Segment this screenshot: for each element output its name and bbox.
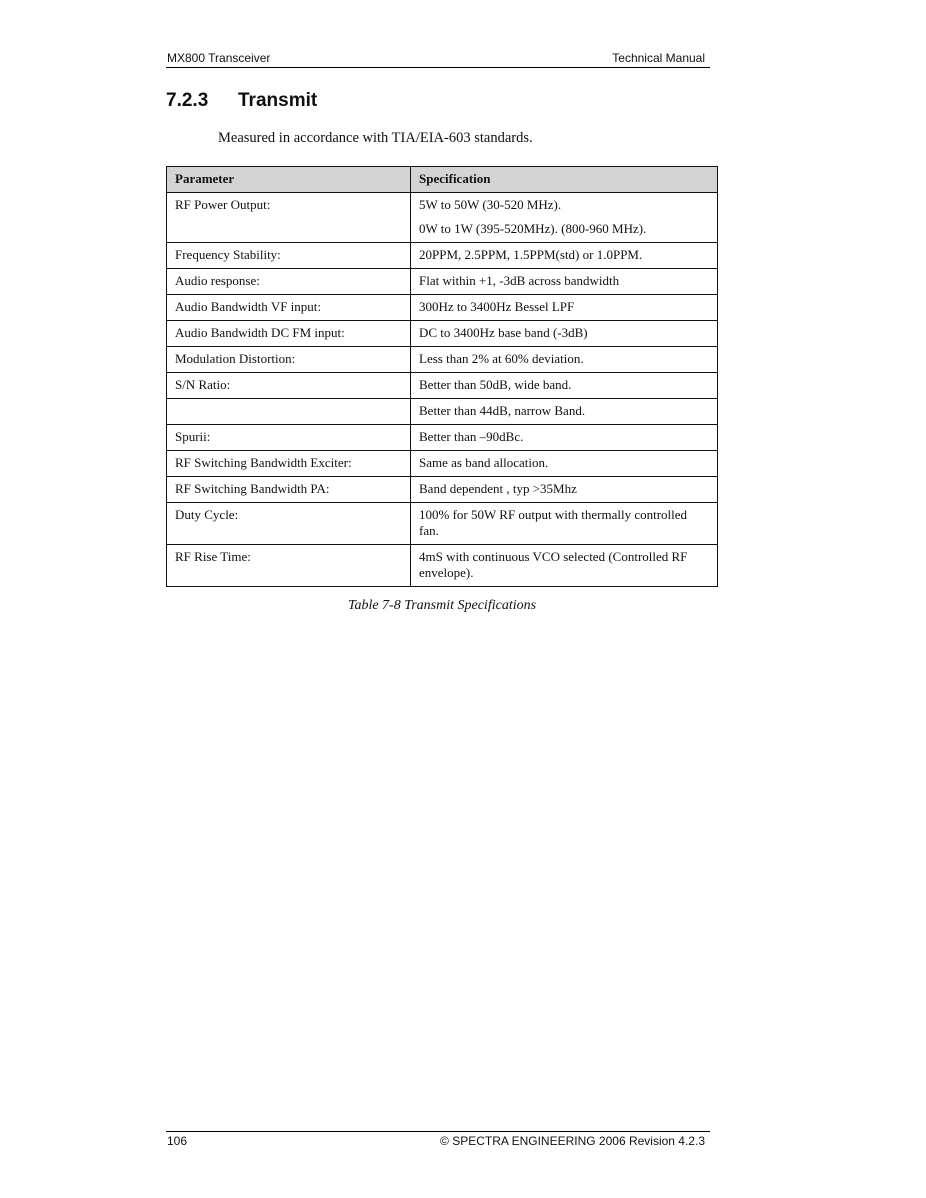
specification-cell [411,321,718,347]
specification-line: Flat within +1, -3dB across bandwidth [419,273,620,288]
parameter-cell: RF Switching Bandwidth Exciter: [167,451,411,477]
specification-line: 5W to 50W (30-520 MHz). [419,197,562,212]
specification-cell [411,269,718,295]
header-document-title: MX800 Transceiver [167,51,271,65]
specification-line: 100% for 50W RF output with thermally controlled fan. [419,507,688,538]
specification-cell [411,193,718,243]
table-row [167,347,718,373]
section-heading [166,90,317,112]
parameter-cell: RF Power Output: [167,193,411,243]
table-row [167,295,718,321]
table-row [167,451,718,477]
specification-line: 4mS with continuous VCO selected (Controlled RF envelope). [419,549,688,580]
specification-cell [411,545,718,587]
table-row [167,269,718,295]
specification-cell [411,243,718,269]
table-row [167,243,718,269]
parameter-cell: Audio Bandwidth DC FM input: [167,321,411,347]
header-manual-type: Technical Manual [612,51,705,65]
parameter-cell: Frequency Stability: [167,243,411,269]
parameter-cell: Spurii: [167,425,411,451]
parameter-cell: Audio Bandwidth VF input: [167,295,411,321]
table-row [167,373,718,399]
specification-line: DC to 3400Hz base band (-3dB) [419,325,588,340]
section-title: Transmit [238,90,318,111]
parameter-cell: Audio response: [167,269,411,295]
specification-line: 300Hz to 3400Hz Bessel LPF [419,299,575,314]
page-header [166,50,710,68]
specification-line: 20PPM, 2.5PPM, 1.5PPM(std) or 1.0PPM. [419,247,643,262]
parameter-cell: RF Switching Bandwidth PA: [167,477,411,503]
specification-line: Better than 50dB, wide band. [419,377,572,392]
column-header-specification: Specification [411,167,718,193]
specification-line: Same as band allocation. [419,455,549,470]
table-row [167,193,718,243]
section-number: 7.2.3 [166,90,209,111]
table-caption: Table 7-8 Transmit Specifications [347,598,537,613]
table-row [167,477,718,503]
page-number: 106 [167,1134,188,1148]
parameter-cell [167,399,411,425]
parameter-cell: Modulation Distortion: [167,347,411,373]
table-row [167,545,718,587]
table-header-row [167,167,718,193]
specification-cell [411,477,718,503]
specification-line: Better than 44dB, narrow Band. [419,403,586,418]
specification-cell [411,295,718,321]
table-row [167,425,718,451]
specification-line: 0W to 1W (395-520MHz). (800-960 MHz). [419,221,647,236]
parameter-cell: S/N Ratio: [167,373,411,399]
transmit-spec-table [166,166,718,587]
footer-copyright: © SPECTRA ENGINEERING 2006 Revision 4.2.3 [440,1134,705,1148]
table-row [167,399,718,425]
intro-text: Measured in accordance with TIA/EIA-603 standards. [218,130,533,146]
specification-cell [411,425,718,451]
specification-cell [411,503,718,545]
page-footer [166,1131,710,1150]
specification-line: Better than –90dBc. [419,429,524,444]
parameter-cell: Duty Cycle: [167,503,411,545]
specification-cell [411,373,718,399]
table-row [167,503,718,545]
specification-cell [411,451,718,477]
column-header-parameter: Parameter [167,167,411,193]
specification-line: Band dependent , typ >35Mhz [419,481,577,496]
specification-cell [411,347,718,373]
parameter-cell: RF Rise Time: [167,545,411,587]
table-row [167,321,718,347]
table-body [167,193,718,587]
specification-cell [411,399,718,425]
specification-line: Less than 2% at 60% deviation. [419,351,584,366]
